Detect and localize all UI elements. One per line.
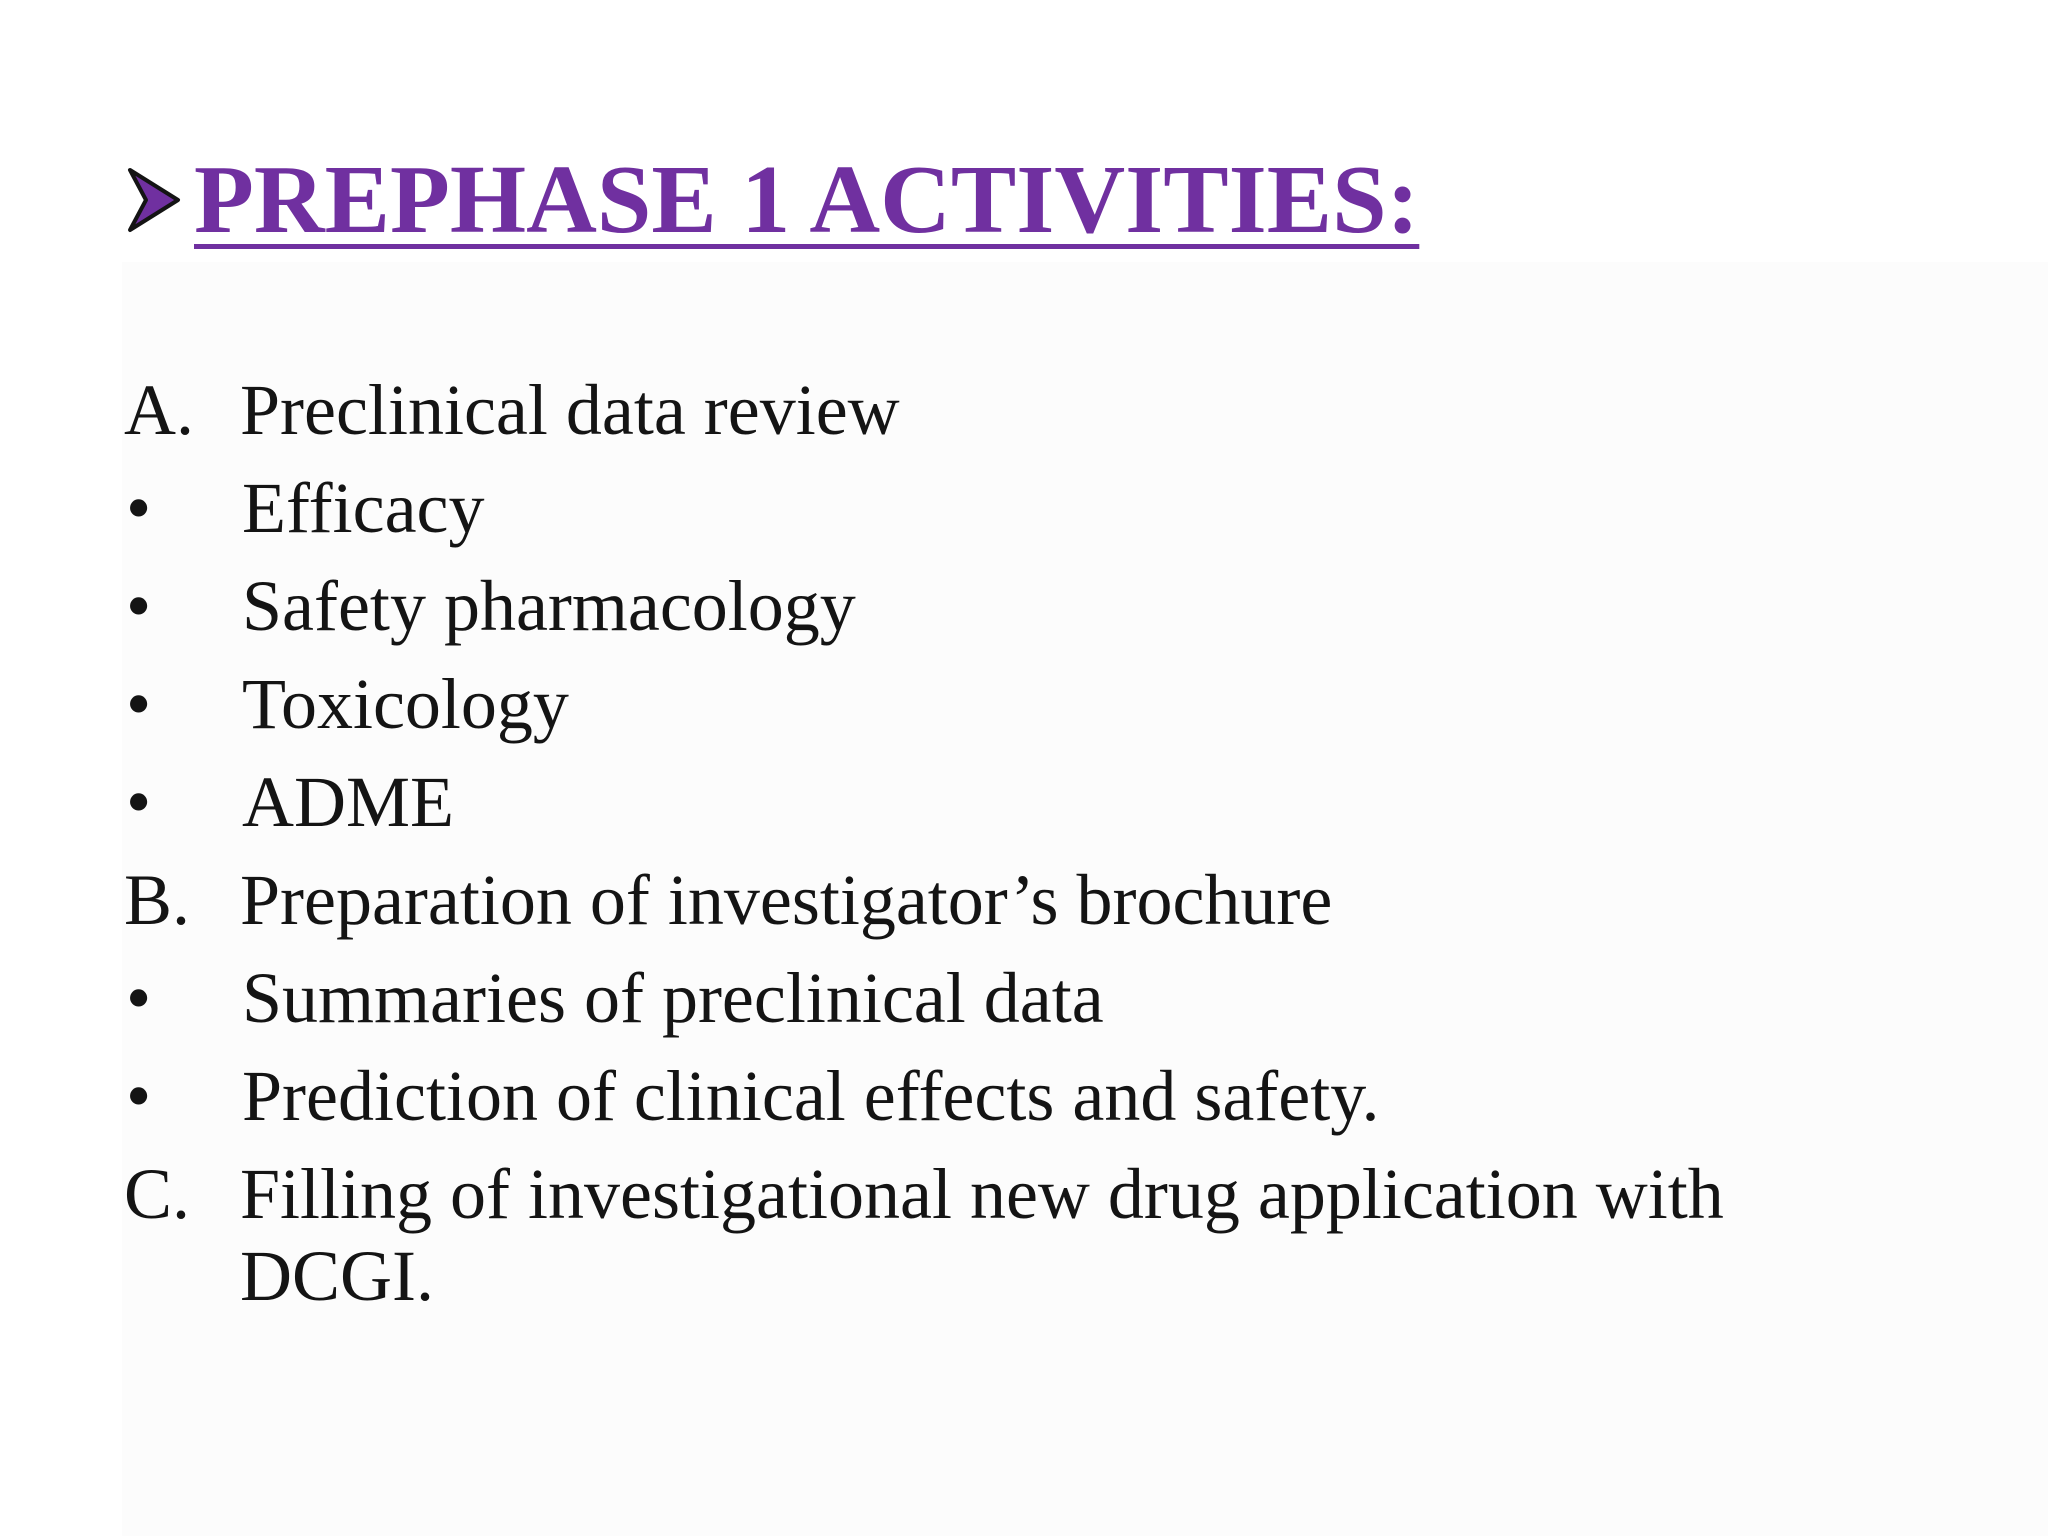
list-item [124,1047,1984,1145]
list-item [124,655,1984,753]
bullet-marker: • [126,566,152,646]
list-item-text: Safety pharmacology [242,566,856,646]
arrowhead-bullet-icon [126,162,182,238]
list-item-text: Prediction of clinical effects and safety. [242,1056,1380,1136]
list-item-text: Preclinical data review [240,370,900,450]
list-item [124,851,1984,949]
list-item-text: Toxicology [242,664,569,744]
list-item-text: Filling of investigational new drug application with DCGI. [240,1154,1724,1316]
list-item-text: ADME [242,762,454,842]
bullet-marker: • [126,1056,152,1136]
bullet-marker: • [126,958,152,1038]
bullet-marker: • [126,762,152,842]
list-marker: B. [124,860,191,940]
list-item-text: Efficacy [242,468,485,548]
list-item [124,459,1984,557]
list-item [124,949,1984,1047]
slide-title: PREPHASE 1 ACTIVITIES: [194,146,1420,254]
list-marker: C. [124,1154,191,1234]
bullet-marker: • [126,468,152,548]
list-item-text: Summaries of preclinical data [242,958,1104,1038]
list-item [124,361,1984,459]
list-item [124,753,1984,851]
list-item-text: Preparation of investigator’s brochure [240,860,1333,940]
list-marker: A. [124,370,194,450]
list-item [124,1145,1984,1317]
activities-list [124,361,1984,1317]
slide-title-row [126,140,1419,260]
bullet-marker: • [126,664,152,744]
list-item [124,557,1984,655]
